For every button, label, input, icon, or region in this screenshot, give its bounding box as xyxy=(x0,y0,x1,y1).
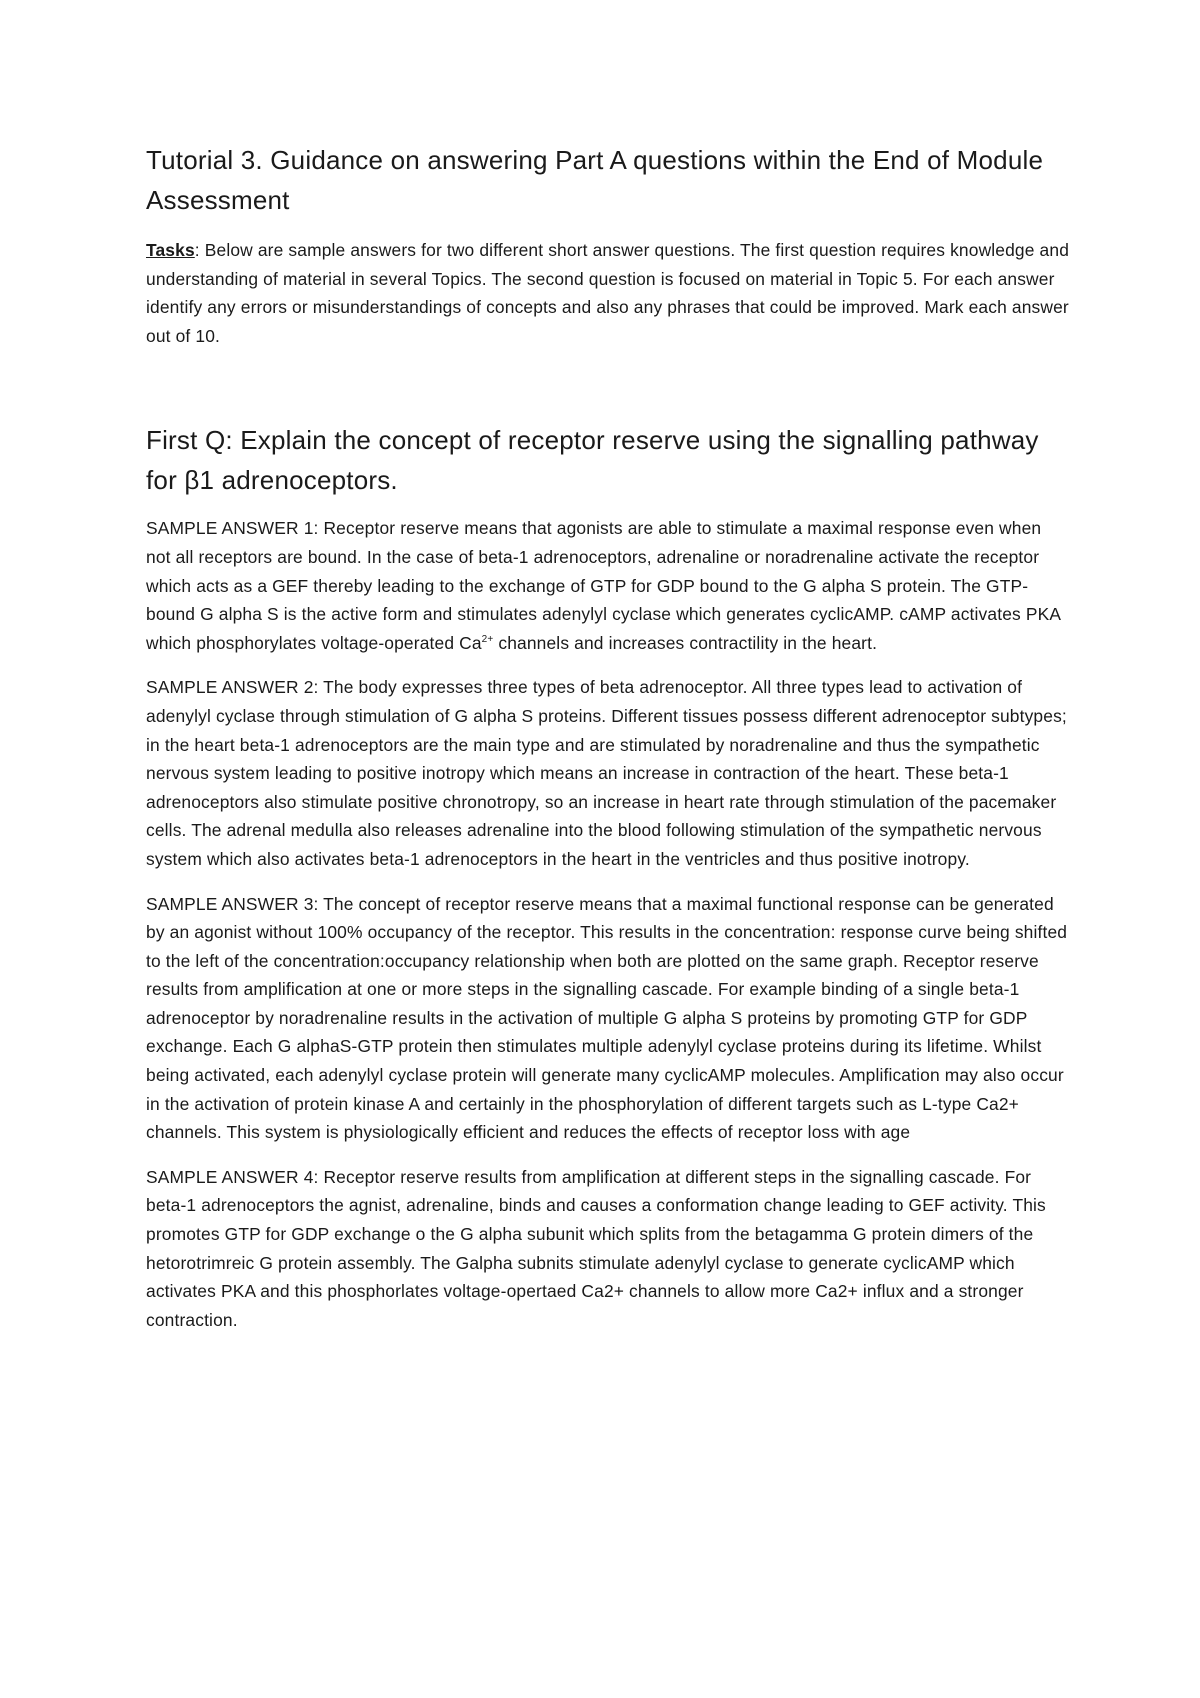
document-title: Tutorial 3. Guidance on answering Part A questions within the End of Module Assessment xyxy=(146,145,1044,215)
tasks-label: Tasks xyxy=(146,240,195,260)
answer-1-text-end: channels and increases contractility in the heart. xyxy=(493,632,878,653)
tasks-text: : Below are sample answers for two different short answer questions. The first question requires knowledge and understanding of material in several Topics. The second question is focused on material in Topic 5. For each answer identify any errors or misunderstandings of concepts and also any phrases that could be improved. Mark each answer out of 10. xyxy=(146,240,1070,346)
document-page xyxy=(146,140,1070,1350)
sample-answer-3: SAMPLE ANSWER 3: The concept of receptor reserve means that a maximal functional response can be generated by an agonist without 100% occupancy of the receptor. This results in the concentration: response curve being shifted to the left of the concentration:occupancy relationship when both are plotted on the same graph. Receptor reserve results from amplification at one or more steps in the signalling cascade. For example binding of a single beta-1 adrenoceptor by noradrenaline results in the activation of multiple G alpha S proteins by promoting GTP for GDP exchange. Each G alphaS-GTP protein then stimulates multiple adenylyl cyclase proteins during its lifetime. Whilst being activated, each adenylyl cyclase protein will generate many cyclicAMP molecules. Amplification may also occur in the activation of protein kinase A and certainly in the phosphorylation of different targets such as L-type Ca2+ channels. This system is physiologically efficient and reduces the effects of receptor loss with age xyxy=(146,893,1068,1143)
answer-1-text: SAMPLE ANSWER 1: Receptor reserve means that agonists are able to stimulate a maximal response even when not all receptors are bound. In the case of beta-1 adrenoceptors, adrenaline or noradrenaline activate the receptor which acts as a GEF thereby leading to the exchange of GTP for GDP bound to the G alpha S protein. The GTP-bound G alpha S is the active form and stimulates adenylyl cyclase which generates cyclicAMP. cAMP activates PKA which phosphorylates voltage-operated Ca xyxy=(146,518,1061,653)
sample-answer-1 xyxy=(146,514,1070,657)
answer-1-superscript: 2+ xyxy=(481,633,494,645)
question-heading: First Q: Explain the concept of receptor reserve using the signalling pathway for β1 adrenoceptors. xyxy=(146,425,1039,496)
sample-answer-2: SAMPLE ANSWER 2: The body expresses three types of beta adrenoceptor. All three types lead to activation of adenylyl cyclase through stimulation of G alpha S proteins. Different tissues possess different adrenoceptor subtypes; in the heart beta-1 adrenoceptors are the main type and are stimulated by noradrenaline and thus the sympathetic nervous system leading to positive inotropy which means an increase in contraction of the heart. These beta-1 adrenoceptors also stimulate positive chronotropy, so an increase in heart rate through stimulation of the pacemaker cells. The adrenal medulla also releases adrenaline into the blood following stimulation of the sympathetic nervous system which also activates beta-1 adrenoceptors in the heart in the ventricles and thus positive inotropy. xyxy=(146,677,1067,869)
tasks-paragraph xyxy=(146,236,1070,350)
sample-answer-4: SAMPLE ANSWER 4: Receptor reserve results from amplification at different steps in the signalling cascade. For beta-1 adrenoceptors the agnist, adrenaline, binds and causes a conformation change leading to GEF activity. This promotes GTP for GDP exchange o the G alpha subunit which splits from the betagamma G protein dimers of the hetorotrimreic G protein assembly. The Galpha subnits stimulate adenylyl cyclase to generate cyclicAMP which activates PKA and this phosphorlates voltage-opertaed Ca2+ channels to allow more Ca2+ influx and a stronger contraction. xyxy=(146,1166,1046,1330)
